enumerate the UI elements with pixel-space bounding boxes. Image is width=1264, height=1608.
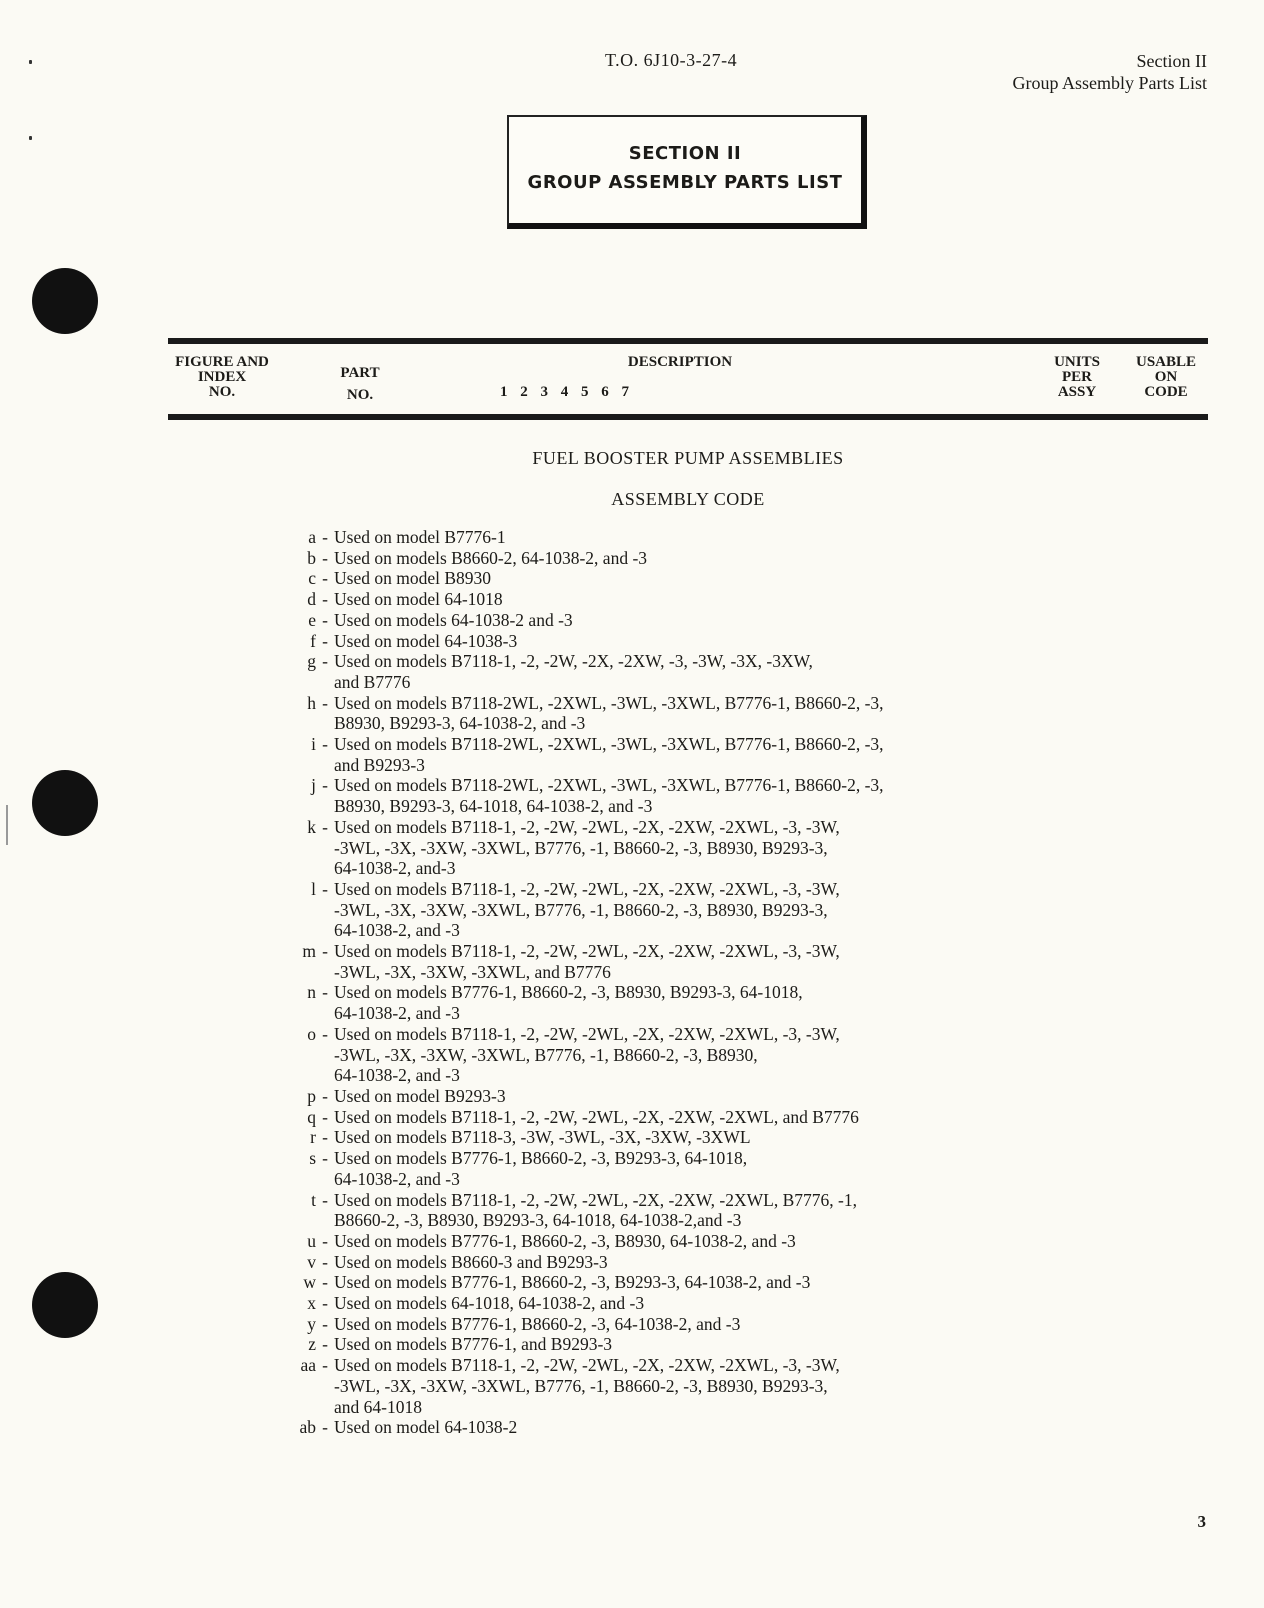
assembly-code-continuation	[280, 962, 1054, 983]
assembly-code-separator	[316, 796, 334, 817]
assembly-code-description: -3WL, -3X, -3XW, -3XWL, and B7776	[334, 961, 611, 982]
assembly-code-separator: -	[322, 651, 328, 672]
assembly-code-letter: i	[311, 734, 316, 755]
assembly-code-letter: e	[308, 609, 316, 630]
assembly-code-entry	[280, 589, 1054, 610]
assembly-code-letter: a	[308, 527, 316, 547]
assembly-code-description: Used on models B7118-2WL, -2XWL, -3WL, -3XWL, B7776-1, B8660-2, -3,	[334, 692, 884, 713]
assembly-code-separator	[316, 858, 334, 879]
assembly-code-description: Used on models B8660-2, 64-1038-2, and -3	[334, 547, 648, 568]
assembly-code-entry	[280, 1127, 1054, 1148]
assembly-code-description: -3WL, -3X, -3XW, -3XWL, B7776, -1, B8660-2, -3, B8930, B9293-3,	[334, 837, 828, 858]
assembly-code-continuation	[280, 838, 1054, 859]
assembly-code-description: Used on model 64-1038-3	[334, 630, 518, 651]
assembly-code-entry	[280, 941, 1054, 962]
assembly-code-letter: s	[309, 1148, 316, 1169]
scan-edge-mark	[6, 805, 8, 845]
assembly-code-letter: p	[307, 1085, 316, 1106]
assembly-code-description: Used on model B9293-3	[334, 1085, 506, 1106]
assembly-code-continuation	[280, 858, 1054, 879]
assembly-code-entry	[280, 1024, 1054, 1045]
assembly-code-description: -3WL, -3X, -3XW, -3XWL, B7776, -1, B8660-2, -3, B8930, B9293-3,	[334, 1375, 828, 1396]
assembly-code-description: Used on models B7118-2WL, -2XWL, -3WL, -3XWL, B7776-1, B8660-2, -3,	[334, 734, 884, 755]
assembly-code-description: Used on models B8660-3 and B9293-3	[334, 1251, 608, 1272]
assembly-code-letter	[280, 755, 316, 776]
assembly-code-separator	[316, 1397, 334, 1418]
assembly-code-separator: -	[322, 1251, 328, 1272]
assembly-code-continuation	[280, 1397, 1054, 1418]
assembly-code-letter	[280, 962, 316, 983]
assembly-code-letter: t	[311, 1189, 316, 1210]
assembly-code-description: B8930, B9293-3, 64-1018, 64-1038-2, and -3	[334, 796, 653, 817]
assembly-code-letter	[280, 838, 316, 859]
assembly-code-letter	[280, 672, 316, 693]
assembly-code-letter: u	[307, 1230, 316, 1251]
assembly-code-continuation	[280, 920, 1054, 941]
assembly-code-description: B8660-2, -3, B8930, B9293-3, 64-1018, 64-1038-2,and -3	[334, 1210, 742, 1231]
assembly-code-letter: x	[307, 1293, 316, 1314]
assembly-code-continuation	[280, 755, 1054, 776]
assembly-code-separator: -	[322, 775, 328, 796]
assembly-code-description: Used on models B7118-1, -2, -2W, -2WL, -2X, -2XW, -2XWL, and B7776	[334, 1106, 859, 1127]
assembly-code-letter	[280, 900, 316, 921]
assembly-code-separator: -	[322, 982, 328, 1003]
assembly-code-letter: j	[311, 775, 316, 796]
assembly-code-separator: -	[322, 1334, 328, 1355]
assembly-code-letter: l	[311, 878, 316, 899]
assembly-code-description: Used on models B7776-1, B8660-2, -3, B9293-3, 64-1018,	[334, 1148, 748, 1169]
column-header-usable-on-code: USABLE ON CODE	[1135, 354, 1197, 400]
assembly-code-continuation	[280, 1003, 1054, 1024]
running-head-title: Group Assembly Parts List	[1012, 73, 1207, 93]
assembly-code-description: Used on models 64-1018, 64-1038-2, and -3	[334, 1293, 645, 1314]
assembly-code-letter	[280, 713, 316, 734]
assembly-code-separator: -	[322, 568, 328, 589]
assembly-code-entry	[280, 1190, 1054, 1211]
assembly-code-separator: -	[322, 878, 328, 899]
assembly-code-continuation	[280, 900, 1054, 921]
binder-hole	[32, 1272, 98, 1338]
assembly-code-description: 64-1038-2, and-3	[334, 858, 456, 879]
assembly-code-entry	[280, 610, 1054, 631]
assembly-code-description: Used on models B7118-1, -2, -2W, -2WL, -2X, -2XW, -2XWL, -3, -3W,	[334, 816, 840, 837]
assembly-code-letter	[280, 920, 316, 941]
assembly-code-letter: b	[307, 547, 316, 568]
assembly-code-description: Used on models B7118-1, -2, -2W, -2WL, -2X, -2XW, -2XWL, B7776, -1,	[334, 1189, 857, 1210]
assembly-code-letter: k	[307, 816, 316, 837]
assembly-code-entry	[280, 1272, 1054, 1293]
assembly-code-description: B8930, B9293-3, 64-1038-2, and -3	[334, 713, 586, 734]
assembly-code-list	[280, 527, 1054, 1438]
assembly-code-description: Used on models B7776-1, and B9293-3	[334, 1334, 613, 1355]
assembly-code-letter: v	[307, 1251, 316, 1272]
assembly-code-description: Used on model B8930	[334, 568, 492, 589]
assembly-code-letter: z	[308, 1334, 316, 1355]
binder-hole	[32, 770, 98, 836]
assembly-code-letter: d	[307, 589, 316, 610]
assembly-code-letter: y	[307, 1313, 316, 1334]
assembly-code-description: and 64-1018	[334, 1396, 422, 1417]
assembly-code-separator	[316, 1169, 334, 1190]
assembly-code-separator: -	[322, 1023, 328, 1044]
assembly-code-separator: -	[322, 941, 328, 962]
assembly-code-letter: f	[310, 630, 316, 651]
assembly-code-separator: -	[322, 1355, 328, 1376]
assembly-code-separator: -	[322, 734, 328, 755]
assembly-code-description: Used on model B7776-1	[334, 527, 506, 547]
assembly-code-entry	[280, 1293, 1054, 1314]
assembly-code-entry	[280, 775, 1054, 796]
assembly-code-separator: -	[322, 1293, 328, 1314]
table-header-bottom-rule	[168, 414, 1208, 420]
assembly-code-letter: ab	[299, 1417, 316, 1438]
assembly-code-continuation	[280, 1376, 1054, 1397]
assembly-code-separator	[316, 920, 334, 941]
assembly-code-description: Used on models 64-1038-2 and -3	[334, 609, 573, 630]
assembly-code-entry	[280, 651, 1054, 672]
assembly-code-entry	[280, 734, 1054, 755]
assembly-code-entry	[280, 817, 1054, 838]
assembly-code-letter: g	[307, 651, 316, 672]
description-indent-levels: 1 2 3 4 5 6 7	[500, 384, 629, 400]
assembly-code-separator: -	[322, 630, 328, 651]
running-head	[1012, 50, 1207, 94]
assembly-code-separator	[316, 1210, 334, 1231]
assembly-code-entry	[280, 879, 1054, 900]
assembly-code-letter	[280, 1003, 316, 1024]
table-header-top-rule	[168, 338, 1208, 344]
section-title-box	[507, 115, 867, 229]
assembly-code-separator	[316, 672, 334, 693]
column-header-figure-index: FIGURE AND INDEX NO.	[175, 354, 269, 400]
column-header-units-per-assy: UNITS PER ASSY	[1054, 354, 1100, 400]
assembly-code-entry	[280, 1107, 1054, 1128]
assembly-code-description: Used on models B7776-1, B8660-2, -3, B8930, B9293-3, 64-1018,	[334, 982, 803, 1003]
assembly-code-separator: -	[322, 1230, 328, 1251]
assembly-code-entry	[280, 548, 1054, 569]
assembly-code-separator: -	[322, 1148, 328, 1169]
assembly-code-letter: o	[307, 1023, 316, 1044]
assembly-code-description: Used on models B7118-2WL, -2XWL, -3WL, -3XWL, B7776-1, B8660-2, -3,	[334, 775, 884, 796]
binder-hole	[32, 268, 98, 334]
assembly-code-separator: -	[322, 527, 328, 547]
assembly-code-separator: -	[322, 1127, 328, 1148]
assembly-code-letter	[280, 1169, 316, 1190]
assembly-code-separator: -	[322, 1085, 328, 1106]
assembly-code-letter: w	[303, 1272, 316, 1293]
page-number: 3	[1197, 1512, 1206, 1531]
assembly-code-letter	[280, 1397, 316, 1418]
assembly-code-description: Used on models B7776-1, B8660-2, -3, B9293-3, 64-1038-2, and -3	[334, 1272, 811, 1293]
assembly-code-separator	[316, 900, 334, 921]
column-header-part-no: PART NO.	[340, 365, 380, 403]
assembly-code-separator	[316, 713, 334, 734]
assembly-code-description: and B7776	[334, 671, 411, 692]
assembly-code-description: 64-1038-2, and -3	[334, 1168, 460, 1189]
column-header-description: DESCRIPTION	[627, 354, 733, 370]
assembly-code-separator	[316, 1003, 334, 1024]
assembly-code-separator: -	[322, 589, 328, 610]
assembly-code-separator: -	[322, 1189, 328, 1210]
assembly-code-separator	[316, 755, 334, 776]
assembly-code-entry	[280, 1148, 1054, 1169]
assembly-code-continuation	[280, 1210, 1054, 1231]
assembly-code-letter	[280, 1045, 316, 1066]
assembly-code-description: Used on models B7118-1, -2, -2W, -2X, -2XW, -3, -3W, -3X, -3XW,	[334, 651, 813, 672]
assembly-code-letter: r	[310, 1127, 316, 1148]
assembly-code-continuation	[280, 1169, 1054, 1190]
assembly-code-entry	[280, 693, 1054, 714]
assembly-code-description: Used on models B7776-1, B8660-2, -3, B8930, 64-1038-2, and -3	[334, 1230, 796, 1251]
assembly-code-continuation	[280, 796, 1054, 817]
assembly-code-description: Used on models B7118-1, -2, -2W, -2WL, -2X, -2XW, -2XWL, -3, -3W,	[334, 941, 840, 962]
assembly-code-separator	[316, 1376, 334, 1397]
section-number: SECTION II	[628, 143, 742, 164]
assembly-code-description: Used on models B7118-1, -2, -2W, -2WL, -2X, -2XW, -2XWL, -3, -3W,	[334, 878, 840, 899]
assembly-code-separator: -	[322, 1272, 328, 1293]
assembly-code-entry	[280, 1334, 1054, 1355]
assembly-code-description: Used on models B7118-1, -2, -2W, -2WL, -2X, -2XW, -2XWL, -3, -3W,	[334, 1355, 840, 1376]
assembly-code-continuation	[280, 672, 1054, 693]
assembly-code-entry	[280, 1252, 1054, 1273]
assembly-code-entry	[280, 527, 1054, 548]
assembly-code-description: Used on model 64-1018	[334, 589, 503, 610]
scan-mark	[29, 60, 32, 64]
assembly-code-entry	[280, 1314, 1054, 1335]
assembly-code-separator	[316, 962, 334, 983]
assembly-code-letter	[280, 1065, 316, 1086]
assembly-code-entry	[280, 568, 1054, 589]
assembly-code-letter	[280, 858, 316, 879]
assembly-code-description: -3WL, -3X, -3XW, -3XWL, B7776, -1, B8660-2, -3, B8930,	[334, 1044, 758, 1065]
assembly-code-separator	[316, 838, 334, 859]
assembly-code-entry	[280, 1417, 1054, 1438]
assembly-code-continuation	[280, 1065, 1054, 1086]
assembly-code-letter: c	[308, 568, 316, 589]
assembly-code-separator: -	[322, 1313, 328, 1334]
scan-mark	[29, 136, 32, 140]
assembly-code-separator	[316, 1045, 334, 1066]
assembly-code-separator: -	[322, 816, 328, 837]
assembly-code-heading: ASSEMBLY CODE	[611, 489, 765, 509]
assembly-code-description: and B9293-3	[334, 754, 425, 775]
assembly-code-description: 64-1038-2, and -3	[334, 1065, 460, 1086]
assembly-heading: FUEL BOOSTER PUMP ASSEMBLIES	[532, 448, 844, 468]
assembly-code-description: Used on model 64-1038-2	[334, 1417, 518, 1438]
assembly-code-entry	[280, 1086, 1054, 1107]
assembly-code-description: Used on models B7776-1, B8660-2, -3, 64-1038-2, and -3	[334, 1313, 741, 1334]
assembly-code-letter	[280, 796, 316, 817]
assembly-code-separator: -	[322, 1417, 328, 1438]
assembly-code-separator: -	[322, 547, 328, 568]
assembly-code-letter	[280, 1210, 316, 1231]
assembly-code-separator: -	[322, 1106, 328, 1127]
assembly-code-entry	[280, 631, 1054, 652]
assembly-code-letter: aa	[300, 1355, 316, 1376]
assembly-code-separator: -	[322, 609, 328, 630]
assembly-code-separator	[316, 1065, 334, 1086]
assembly-code-letter: q	[307, 1106, 316, 1127]
assembly-code-description: -3WL, -3X, -3XW, -3XWL, B7776, -1, B8660-2, -3, B8930, B9293-3,	[334, 899, 828, 920]
assembly-code-letter: m	[302, 941, 316, 962]
assembly-code-letter	[280, 1376, 316, 1397]
assembly-code-continuation	[280, 1045, 1054, 1066]
assembly-code-separator: -	[322, 692, 328, 713]
assembly-code-description: Used on models B7118-3, -3W, -3WL, -3X, -3XW, -3XWL	[334, 1127, 751, 1148]
assembly-code-entry	[280, 1231, 1054, 1252]
assembly-code-description: Used on models B7118-1, -2, -2W, -2WL, -2X, -2XW, -2XWL, -3, -3W,	[334, 1023, 840, 1044]
section-title: GROUP ASSEMBLY PARTS LIST	[527, 172, 843, 193]
assembly-code-entry	[280, 1355, 1054, 1376]
assembly-code-entry	[280, 982, 1054, 1003]
running-head-section: Section II	[1136, 51, 1207, 71]
assembly-code-description: 64-1038-2, and -3	[334, 1003, 460, 1024]
assembly-code-continuation	[280, 713, 1054, 734]
assembly-code-letter: n	[307, 982, 316, 1003]
assembly-code-letter: h	[307, 692, 316, 713]
technical-order-number: T.O. 6J10-3-27-4	[605, 50, 738, 70]
assembly-code-description: 64-1038-2, and -3	[334, 920, 460, 941]
